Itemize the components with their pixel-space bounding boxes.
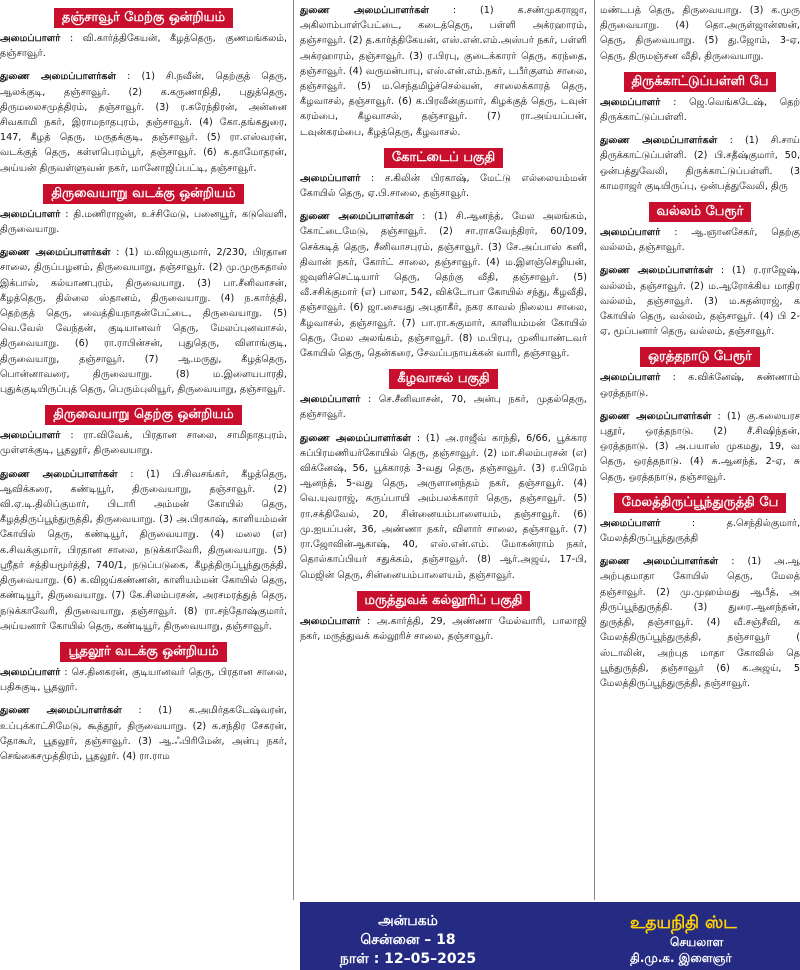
member-paragraph: துணை அமைப்பாளர்கள் : (1) க.அமிர்தகடேஷ்வரன், உப்புக்காட்சிமேடு, கூத்தூர், திருவையாறு. (2) க.சந்திர சேகரன், தோகூர், பூதலூர், தஞ்சாவூர். (3) ஆ.ஃபிரிமேன், அன்பு நகர், செங்கைசமுத்திரம், பூதலூர். (4) ரா.ராம: [0, 705, 287, 762]
signatory-title: செயலாள: [670, 935, 724, 949]
member-paragraph: அமைப்பாளர் : ஆ.ஞானசேகர், தெற்கு வல்லம், தஞ்சாவூர்.: [600, 227, 800, 254]
role-label: அமைப்பாளர்: [600, 96, 661, 108]
role-label: அமைப்பாளர்: [600, 517, 661, 529]
role-label: அமைப்பாளர்: [0, 666, 61, 678]
member-paragraph: துணை அமைப்பாளர்கள் : (1) அ.ஆ அற்புதமாதா கோயில் தெரு, மேலத் தஞ்சாவூர். (2) மு.முஹம்மது ஆபீத், அ திருப்பூந்துருத்தி. (3) துரை.ஆனந்தன், துருத்தி, தஞ்சாவூர். (4) வீ.சஞ்சீவி, க மேலத்திருப்பூந்துருத்தி, தஞ்சாவூர் ( ஸ்டாலின், அற்புத மாதா கோவில் தெ பூந்துருத்தி, தஞ்சாவூர் (6) க.அஜய், 5 மேலத்திருப்பூந்துருத்தி, தஞ்சாவூர்.: [600, 556, 800, 689]
footer-signatory: [630, 912, 800, 966]
footer-band: [300, 902, 800, 970]
member-paragraph: துணை அமைப்பாளர்கள் : (1) சி.சாய் திருக்காட்டுப்பள்ளி. (2) பி.சதீஷ்குமார், 50, ஒன்பத்துவேலி, திருக்காட்டுப்பள்ளி. (3 காமராஜர் குடியிருப்பு, ஒன்பத்துவேலி, திரு: [600, 135, 800, 192]
member-paragraph: துணை அமைப்பாளர்கள் : (1) சி.ஆனந்த், மேல அலங்கம், கோட்டைமேடு, தஞ்சாவூர். (2) சா.ராகவேந்திரர், 60/109, செக்கடித் தெரு, சீனிவாசபுரம், தஞ்சாவூர். (3) சே.அப்பாஸ் கனி, திவான் நகர், கோர்ட் சாலை, தஞ்சாவூர். (4) ம.இளஞ்செழியன், ஜவுளிச்செட்டியார் தெரு, தெற்கு வீதி, தஞ்சாவூர். (5) வீ.சசிக்குமார் (எ) பாலா, 542, விக்டோபா கோயில் சந்து, கீழவீதி, தஞ்சாவூர். (6) ஜா.சையது அபுதாகீர், நகர காவல் நிலைய சாலை, கீழவாசல், தஞ்சாவூர். (7) பா.ரா.சுகுமார், காளியம்மன் கோயில் தெரு, மேல அலங்கம், தஞ்சாவூர். (8) ம.பிரபு, முனியாண்டவர் கோயில் தெரு, தென்கரை, சேவப்பநாயக்கன் வாரி, தஞ்சாவூர்.: [300, 211, 587, 360]
role-label: துணை அமைப்பாளர்கள்: [600, 556, 719, 568]
section-title-banner: கோட்டைப் பகுதி: [384, 148, 503, 168]
role-label: அமைப்பாளர்: [300, 615, 361, 627]
member-details: (1) ர.ராஜேஷ், வல்லம், தஞ்சாவூர். (2) ம.ஆரோக்கிய மாதிர வல்லம், தஞ்சாவூர். (3) ம.சுதன்ராஜ், க கோயில் தெரு, வல்லம், தஞ்சாவூர். (4) பி 2-ஏ, மூப்பனார் தெரு, வல்லம், தஞ்சாவூர்.: [600, 265, 800, 338]
member-details: தி.மணிராஜன், உச்சிமேடு, பனையூர், கடுவெளி, திருவையாறு.: [0, 208, 288, 236]
member-details: மண்டபத் தெரு, திருவையாறு. (3) க.முரு திருவையாறு. (4) தொ.அருள்ஜான்ஸன், தெரு, திருவையாறு. (5) து.ஜோம், 3-ஏ, தெரு, திருமஞ்சன வீதி, திருவையாறு.: [600, 5, 800, 62]
member-details: த.செந்தில்குமார், மேலத்திருப்பூந்துருத்தி: [600, 517, 800, 545]
member-details: ச.கிலின் பிரகாஷ், மேட்டு எல்லையம்மன் கோயில் தெரு, ஏ.பி.சாலை, தஞ்சாவூர்.: [300, 172, 587, 200]
office-section: [600, 202, 800, 339]
member-details: (1) சி.சாய் திருக்காட்டுப்பள்ளி. (2) பி.சதீஷ்குமார், 50, ஒன்பத்துவேலி, திருக்காட்டுப்பள்ளி. (3 காமராஜர் குடியிருப்பு, ஒன்பத்துவேலி, திரு: [600, 135, 800, 192]
role-label: துணை அமைப்பாளர்கள்: [0, 247, 111, 259]
column-1: [0, 0, 287, 772]
member-paragraph: [600, 3, 800, 64]
member-details: (1) க.அமிர்தகடேஷ்வரன், உப்புக்காட்சிமேடு, கூத்தூர், திருவையாறு. (2) க.சந்திர சேகரன், தோகூர், பூதலூர், தஞ்சாவூர். (3) ஆ.ஃபிரிமேன், அன்பு நகர், செங்கைசமுத்திரம், பூதலூர். (4) ரா.ராம: [0, 705, 287, 762]
role-label: துணை அமைப்பாளர்கள்: [0, 468, 118, 480]
member-paragraph: துணை அமைப்பாளர்கள் : (1) ம.விஜயகுமார், 2/230, பிரதான சாலை, திருப்பழனம், திருவையாறு, தஞ்சாவூர். (2) மு.முருகதாஸ் இக்பால், கல்யாணபுரம், திருவையாறு. (3) பா.சீனிவாசன், கீழத்தெரு, தில்லை ஸ்தானம், திருவையாறு. (4) ந.கார்த்தி, தெற்குத் தெரு, வைத்தியநாதன்பேட்டை, திருவையாறு. (5) வெ.வேல் வேந்தன், குடியானவர் தெரு, மேலப்புனவாசல், திருவையாறு. (6) ரா.ராபின்சன், புதுதெரு, விளாங்குடி, திருவையாறு, தஞ்சாவூர். (7) ஆ.மருது, கீழத்தெரு, பொன்னாவரை, திருவையாறு. (8) ம.இளையபாரதி, புதுக்குடியிருப்புத் தெரு, பெரும்புலியூர், திருவையாறு, தஞ்சாவூர்.: [0, 247, 287, 396]
member-details: செ.சீனிவாசன், 70, அன்பு நகர், முதல்தெரு, தஞ்சாவூர்.: [300, 394, 587, 421]
member-details: (1) ம.விஜயகுமார், 2/230, பிரதான சாலை, திருப்பழனம், திருவையாறு, தஞ்சாவூர். (2) மு.முருகதாஸ் இக்பால், கல்யாணபுரம், திருவையாறு. (3) பா.சீனிவாசன், கீழத்தெரு, தில்லை ஸ்தானம், திருவையாறு. (4) ந.கார்த்தி, தெற்குத் தெரு, வைத்தியநாதன்பேட்டை, திருவையாறு. (5) வெ.வேல் வேந்தன், குடியானவர் தெரு, மேலப்புனவாசல், திருவையாறு. (6) ரா.ராபின்சன், புதுதெரு, விளாங்குடி, திருவையாறு, தஞ்சாவூர். (7) ஆ.மருது, கீழத்தெரு, பொன்னாவரை, திருவையாறு. (8) ம.இளையபாரதி, புதுக்குடியிருப்புத் தெரு, பெரும்புலியூர், திருவையாறு, தஞ்சாவூர்.: [0, 247, 287, 396]
member-paragraph: அமைப்பாளர் : தி.மணிராஜன், உச்சிமேடு, பனையூர், கடுவெளி, திருவையாறு.: [0, 208, 288, 236]
role-label: துணை அமைப்பாளர்கள்: [300, 432, 411, 444]
section-title-banner: திருக்காட்டுப்பள்ளி பே: [624, 72, 777, 92]
member-details: செ.தினகரன், குடியானவர் தெரு, பிரதான சாலை, பதிசுகுடி, பூதலூர்.: [0, 666, 287, 694]
member-details: க.விக்னேஷ், சுண்ணாம் ஒரத்தநாடு.: [600, 372, 800, 399]
member-paragraph: துணை அமைப்பாளர்கள் : (1) ர.ராஜேஷ், வல்லம், தஞ்சாவூர். (2) ம.ஆரோக்கிய மாதிர வல்லம், தஞ்சாவூர். (3) ம.சுதன்ராஜ், க கோயில் தெரு, வல்லம், தஞ்சாவூர். (4) பி 2-ஏ, மூப்பனார் தெரு, வல்லம், தஞ்சாவூர்.: [600, 265, 800, 338]
section-title-banner: ஒரத்தநாடு பேரூர்: [640, 347, 760, 367]
role-label: துணை அமைப்பாளர்கள்: [300, 211, 414, 223]
role-label: அமைப்பாளர்: [0, 33, 61, 44]
member-details: (1) கு.கலையரச புதூர், ஒரத்தநாடு. (2) சீ.சிஷிந்தன், ஒரத்தநாடு. (3) அ.பயாஸ் முகமது, 19, வ தெரு, ஒரத்தநாடு. (4) சு.ஆனந்த், 2-ஏ, சு தெரு, ஒரத்தநாடு, தஞ்சாவூர்.: [600, 410, 800, 483]
member-paragraph: துணை அமைப்பாளர்கள் : (1) க.சண்முகராஜா, அகிலாம்பாள்பேட்டை, கடைத்தெரு, பள்ளி அக்ரஹாரம், தஞ்சாவூர். (2) த.கார்த்திகேயன், எஸ்.என்.எம்.அஸ்பர் நகர், பள்ளி அக்ரஹாரம், தஞ்சாவூர். (3) ர.பிரபு, குடைக்காரர் தெரு, கரந்தை, தஞ்சாவூர். (4) வருமன்பாபு, எஸ்.என்.எம்.நகர், டபீர்குளம் சாலை, தஞ்சாவூர். (5) ம.செந்தமிழ்ச்செல்வன், சாலைக்காரத் தெரு, கீழவாசல், தஞ்சாவூர். (6) க.பிரவீன்குமார், கிழக்குத் தெரு, டவுன் கரம்பை, கீழவாசல், தஞ்சாவூர். (7) ரா.அய்யப்பன், டவுன்கரம்பை, கீழத்தெரு, கீழவாசல்.: [300, 5, 587, 138]
member-paragraph: அமைப்பாளர் : ஜெ.வெங்கடேஷ், தெற் திருக்காட்டுப்பள்ளி.: [600, 96, 800, 124]
column-divider: [293, 0, 294, 900]
section-title-banner: வல்லம் பேரூர்: [649, 202, 752, 222]
office-section: [300, 148, 587, 361]
office-section: [300, 369, 587, 582]
member-paragraph: அமைப்பாளர் : செ.சீனிவாசன், 70, அன்பு நகர், முதல்தெரு, தஞ்சாவூர்.: [300, 394, 587, 421]
column-3: [600, 0, 800, 699]
role-label: அமைப்பாளர்: [600, 227, 661, 239]
office-section: [600, 493, 800, 691]
section-title-banner: மருத்துவக் கல்லூரிப் பகுதி: [357, 591, 531, 611]
member-details: (1) அ.ஆ அற்புதமாதா கோயில் தெரு, மேலத் தஞ்சாவூர். (2) மு.முஹம்மது ஆபீத், அ திருப்பூந்துருத்தி. (3) துரை.ஆனந்தன், துருத்தி, தஞ்சாவூர். (4) வீ.சஞ்சீவி, க மேலத்திருப்பூந்துருத்தி, தஞ்சாவூர் ( ஸ்டாலின், அற்புத மாதா கோவில் தெ பூந்துருத்தி, தஞ்சாவூர் (6) க.அஜய், 5 மேலத்திருப்பூந்துருத்தி, தஞ்சாவூர்.: [600, 556, 800, 689]
footer-place-date: [328, 912, 488, 969]
member-paragraph: துணை அமைப்பாளர்கள் : (1) சி.நவீன், தெற்குத் தெரு, ஆலக்குடி, தஞ்சாவூர். (2) க.கருணாநிதி, புதுத்தெரு, திருமலைசமுத்திரம், தஞ்சாவூர். (3) ர.கரேந்திரன், அன்னை சிவகாமி நகர், இராமநாதபுரம், தஞ்சாவூர். (4) கோ.தங்கதுரை, 147, கீழத் தெரு, மருதக்குடி, தஞ்சாவூர். (5) ரா.எஸ்வரன், வடக்குத் தெரு, கள்ளபெரம்பூர், தஞ்சாவூர். (6) க.தாமோதரன், அய்யன் திருவள்ளுவன் நகர், மானோஜிப்பட்டி, தஞ்சாவூர்.: [0, 71, 287, 174]
role-label: அமைப்பாளர்: [300, 172, 361, 184]
column-2: [300, 0, 587, 652]
member-details: ரா.விவேக், பிரதான சாலை, சாமிநாதபுரம், முள்ளக்குடி, பூதலூர், திருவையாறு.: [0, 430, 287, 457]
office-section: [0, 642, 287, 764]
role-label: துணை அமைப்பாளர்கள்: [600, 265, 713, 277]
signatory-name: உதயநிதி ஸ்ட: [630, 913, 737, 933]
member-paragraph: அமைப்பாளர் : செ.தினகரன், குடியானவர் தெரு, பிரதான சாலை, பதிசுகுடி, பூதலூர்.: [0, 666, 287, 694]
office-section: [600, 72, 800, 194]
section-title-banner: கீழவாசல் பகுதி: [389, 369, 497, 389]
section-title-banner: பூதலூர் வடக்கு ஒன்றியம்: [60, 642, 226, 662]
footer-office: அன்பகம்: [378, 913, 438, 929]
footer-city: சென்னை – 18: [360, 932, 456, 948]
column-divider: [594, 0, 595, 900]
section-title-banner: மேலத்திருப்பூந்துருத்தி பே: [614, 493, 787, 513]
role-label: துணை அமைப்பாளர்கள்: [0, 705, 122, 717]
role-label: துணை அமைப்பாளர்கள்: [300, 5, 429, 16]
member-paragraph: துணை அமைப்பாளர்கள் : (1) பி.சிவசங்கர், கீழத்தெரு, ஆவிக்கரை, கண்டியூர், திருவையாறு, தஞ்சாவூர். (2) வி.ஏ.டி.திலிப்குமார், பிடாரி அம்மன் கோயில் தெரு, கீழத்திருப்பூந்துருத்தி, திருவையாறு. (3) அ.பிரகாஷ், காளியம்மன் கோயில் தெரு, கண்டியூர், திருவையாறு. (4) மலை (எ) க.சிவக்குமார், பிரதான சாலை, நடுக்காவேரி, திருவையாறு. (5) ஸ்ரீதர் சத்தியமூர்த்தி, 740/1, நடுப்படுகை, கீழத்திருப்பூந்துருத்தி, திருவையாறு. (6) க.விஜய்கண்ணன், காளியம்மன் கோயில் தெரு, கண்டியூர், திருவையாறு. (7) கே.சிலம்பரசன், அரசமரத்துத் தெரு, நடுக்காவேரி, திருவையாறு, தஞ்சாவூர். (8) ரா.சந்தோஷ்குமார், அய்யனார் கோயில் தெரு, கண்டியூர், திருவையாறு, தஞ்சாவூர்.: [0, 468, 287, 632]
office-section: [600, 347, 800, 484]
member-details: (1) சி.நவீன், தெற்குத் தெரு, ஆலக்குடி, தஞ்சாவூர். (2) க.கருணாநிதி, புதுத்தெரு, திருமலைசமுத்திரம், தஞ்சாவூர். (3) ர.கரேந்திரன், அன்னை சிவகாமி நகர், இராமநாதபுரம், தஞ்சாவூர். (4) கோ.தங்கதுரை, 147, கீழத் தெரு, மருதக்குடி, தஞ்சாவூர். (5) ரா.எஸ்வரன், வடக்குத் தெரு, கள்ளபெரம்பூர், தஞ்சாவூர். (6) க.தாமோதரன், அய்யன் திருவள்ளுவன் நகர், மானோஜிப்பட்டி, தஞ்சாவூர்.: [0, 71, 287, 174]
member-details: ஆ.ஞானசேகர், தெற்கு வல்லம், தஞ்சாவூர்.: [600, 227, 800, 254]
section-title-banner: திருவையாறு வடக்கு ஒன்றியம்: [43, 184, 243, 204]
member-details: (1) அ.ராஜீவ் காந்தி, 6/66, பூக்கார சுப்பிரமணியர்கோயில் தெரு, தஞ்சாவூர். (2) மா.சிலம்பரசன் (எ) விக்னேஷ், 56, பூக்காரத் 3-வது தெரு, தஞ்சாவூர். (3) ர.பிரேம் ஆனந்த், 5-வது தெரு, அருளானந்தம் நகர், தஞ்சாவூர். (4) வெ.யுவராஜ், கருப்பாயி அம்பலக்காரர் தெரு, தஞ்சாவூர். (5) ரா.சக்திவேல், 20, சின்னையம்பாளையம், தஞ்சாவூர். (6) மு.ஐயப்பன், 36, அண்ணா நகர், விளார் சாலை, தஞ்சாவூர். (7) ரா.ஜோவின்ஆகாஷ், 40, எஸ்.என்.எம். மோகன்ராம் நகர், தொல்காப்பியர் சதுக்கம், தஞ்சாவூர். (8) ஆர்.அஜய், 17-பி, மெஜின் தெரு, சின்னையம்பாளையம், தஞ்சாவூர்.: [300, 432, 587, 581]
office-section: [0, 184, 287, 397]
office-section: [300, 591, 587, 644]
member-details: அ.கார்த்தி, 29, அண்ணா மேல்வாரி, பாலாஜி நகர், மருத்துவக் கல்லூரிச் சாலை, தஞ்சாவூர்.: [300, 615, 587, 642]
role-label: துணை அமைப்பாளர்கள்: [600, 410, 712, 422]
role-label: அமைப்பாளர்: [600, 372, 661, 384]
role-label: துணை அமைப்பாளர்கள்: [0, 71, 117, 83]
member-details: ஜெ.வெங்கடேஷ், தெற் திருக்காட்டுப்பள்ளி.: [600, 96, 800, 124]
member-paragraph: துணை அமைப்பாளர்கள் : (1) கு.கலையரச புதூர், ஒரத்தநாடு. (2) சீ.சிஷிந்தன், ஒரத்தநாடு. (3) அ.பயாஸ் முகமது, 19, வ தெரு, ஒரத்தநாடு. (4) சு.ஆனந்த், 2-ஏ, சு தெரு, ஒரத்தநாடு, தஞ்சாவூர்.: [600, 410, 800, 483]
member-paragraph: அமைப்பாளர் : த.செந்தில்குமார், மேலத்திருப்பூந்துருத்தி: [600, 517, 800, 545]
office-section: [300, 3, 587, 140]
section-title-banner: திருவையாறு தெற்கு ஒன்றியம்: [45, 405, 242, 425]
role-label: அமைப்பாளர்: [0, 430, 61, 442]
member-paragraph: அமைப்பாளர் : க.விக்னேஷ், சுண்ணாம் ஒரத்தநாடு.: [600, 372, 800, 399]
footer-date: நாள் : 12–05–2025: [339, 951, 477, 967]
office-section: [600, 3, 800, 64]
member-paragraph: துணை அமைப்பாளர்கள் : (1) அ.ராஜீவ் காந்தி, 6/66, பூக்கார சுப்பிரமணியர்கோயில் தெரு, தஞ்சாவூர். (2) மா.சிலம்பரசன் (எ) விக்னேஷ், 56, பூக்காரத் 3-வது தெரு, தஞ்சாவூர். (3) ர.பிரேம் ஆனந்த், 5-வது தெரு, அருளானந்தம் நகர், தஞ்சாவூர். (4) வெ.யுவராஜ், கருப்பாயி அம்பலக்காரர் தெரு, தஞ்சாவூர். (5) ரா.சக்திவேல், 20, சின்னையம்பாளையம், தஞ்சாவூர். (6) மு.ஐயப்பன், 36, அண்ணா நகர், விளார் சாலை, தஞ்சாவூர். (7) ரா.ஜோவின்ஆகாஷ், 40, எஸ்.என்.எம். மோகன்ராம் நகர், தொல்காப்பியர் சதுக்கம், தஞ்சாவூர். (8) ஆர்.அஜய், 17-பி, மெஜின் தெரு, சின்னையம்பாளையம், தஞ்சாவூர்.: [300, 432, 587, 581]
role-label: அமைப்பாளர்: [0, 208, 61, 220]
section-title-banner: தஞ்சாவூர் மேற்கு ஒன்றியம்: [54, 8, 233, 28]
member-details: (1) க.சண்முகராஜா, அகிலாம்பாள்பேட்டை, கடைத்தெரு, பள்ளி அக்ரஹாரம், தஞ்சாவூர். (2) த.கார்த்திகேயன், எஸ்.என்.எம்.அஸ்பர் நகர், பள்ளி அக்ரஹாரம், தஞ்சாவூர். (3) ர.பிரபு, குடைக்காரர் தெரு, கரந்தை, தஞ்சாவூர். (4) வருமன்பாபு, எஸ்.என்.எம்.நகர், டபீர்குளம் சாலை, தஞ்சாவூர். (5) ம.செந்தமிழ்ச்செல்வன், சாலைக்காரத் தெரு, கீழவாசல், தஞ்சாவூர். (6) க.பிரவீன்குமார், கிழக்குத் தெரு, டவுன் கரம்பை, கீழவாசல், தஞ்சாவூர். (7) ரா.அய்யப்பன், டவுன்கரம்பை, கீழத்தெரு, கீழவாசல்.: [300, 5, 587, 138]
member-paragraph: அமைப்பாளர் : வி.கார்த்திகேயன், கீழத்தெரு, குணமங்கலம், தஞ்சாவூர்.: [0, 33, 287, 60]
member-details: (1) பி.சிவசங்கர், கீழத்தெரு, ஆவிக்கரை, கண்டியூர், திருவையாறு, தஞ்சாவூர். (2) வி.ஏ.டி.திலிப்குமார், பிடாரி அம்மன் கோயில் தெரு, கீழத்திருப்பூந்துருத்தி, திருவையாறு. (3) அ.பிரகாஷ், காளியம்மன் கோயில் தெரு, கண்டியூர், திருவையாறு. (4) மலை (எ) க.சிவக்குமார், பிரதான சாலை, நடுக்காவேரி, திருவையாறு. (5) ஸ்ரீதர் சத்தியமூர்த்தி, 740/1, நடுப்படுகை, கீழத்திருப்பூந்துருத்தி, திருவையாறு. (6) க.விஜய்கண்ணன், காளியம்மன் கோயில் தெரு, கண்டியூர், திருவையாறு. (7) கே.சிலம்பரசன், அரசமரத்துத் தெரு, நடுக்காவேரி, திருவையாறு, தஞ்சாவூர். (8) ரா.சந்தோஷ்குமார், அய்யனார் கோயில் தெரு, கண்டியூர், திருவையாறு, தஞ்சாவூர்.: [0, 468, 287, 632]
role-label: அமைப்பாளர்: [300, 394, 361, 406]
member-paragraph: அமைப்பாளர் : அ.கார்த்தி, 29, அண்ணா மேல்வாரி, பாலாஜி நகர், மருத்துவக் கல்லூரிச் சாலை, தஞ்சாவூர்.: [300, 615, 587, 642]
office-section: [0, 405, 287, 634]
office-section: [0, 8, 287, 176]
member-paragraph: அமைப்பாளர் : ரா.விவேக், பிரதான சாலை, சாமிநாதபுரம், முள்ளக்குடி, பூதலூர், திருவையாறு.: [0, 430, 287, 457]
member-paragraph: அமைப்பாளர் : ச.கிலின் பிரகாஷ், மேட்டு எல்லையம்மன் கோயில் தெரு, ஏ.பி.சாலை, தஞ்சாவூர்.: [300, 172, 587, 200]
member-details: வி.கார்த்திகேயன், கீழத்தெரு, குணமங்கலம், தஞ்சாவூர்.: [0, 33, 287, 60]
signatory-org: தி.மு.க. இளைஞர்: [630, 951, 732, 965]
member-details: (1) சி.ஆனந்த், மேல அலங்கம், கோட்டைமேடு, தஞ்சாவூர். (2) சா.ராகவேந்திரர், 60/109, செக்கடித் தெரு, சீனிவாசபுரம், தஞ்சாவூர். (3) சே.அப்பாஸ் கனி, திவான் நகர், கோர்ட் சாலை, தஞ்சாவூர். (4) ம.இளஞ்செழியன், ஜவுளிச்செட்டியார் தெரு, தெற்கு வீதி, தஞ்சாவூர். (5) வீ.சசிக்குமார் (எ) பாலா, 542, விக்டோபா கோயில் சந்து, கீழவீதி, தஞ்சாவூர். (6) ஜா.சையது அபுதாகீர், நகர காவல் நிலைய சாலை, கீழவாசல், தஞ்சாவூர். (7) பா.ரா.சுகுமார், காளியம்மன் கோயில் தெரு, மேல அலங்கம், தஞ்சாவூர். (8) ம.பிரபு, முனியாண்டவர் கோயில் தெரு, தென்கரை, சேவப்பநாயக்கன் வாரி, தஞ்சாவூர்.: [300, 211, 587, 360]
role-label: துணை அமைப்பாளர்கள்: [600, 135, 718, 147]
